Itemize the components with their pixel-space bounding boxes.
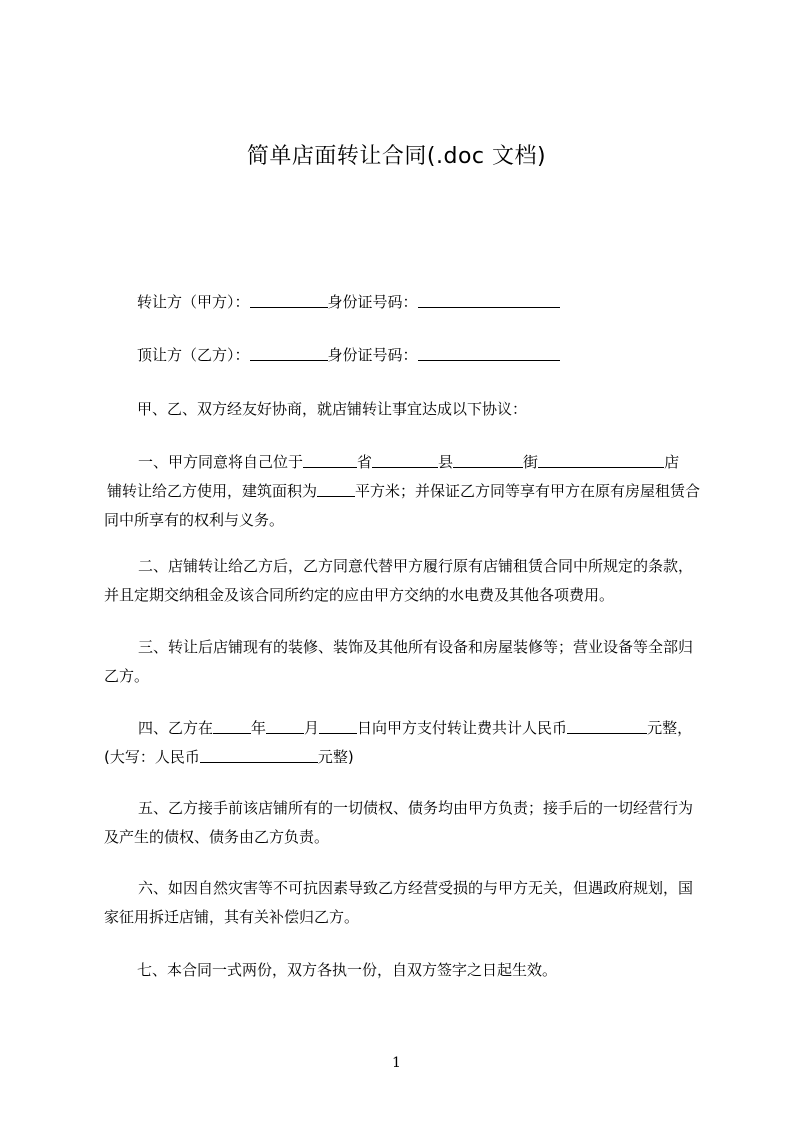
clause-1-text-e: 店 — [664, 453, 680, 471]
party-b-line — [137, 345, 560, 365]
clause-4-text-d: 日向甲方支付转让费共计人民币 — [357, 719, 568, 737]
clause-2: 二、店铺转让给乙方后，乙方同意代替甲方履行原有店铺租赁合同中所规定的条款，并且定期交纳租金及该合同所约定的应由甲方交纳的水电费及其他各项费用。 — [104, 557, 694, 604]
clause-4 — [104, 714, 704, 772]
street-blank — [453, 452, 523, 468]
party-b-label: 顶让方（乙方）： — [137, 346, 250, 364]
clause-1-text-f: 铺转让给乙方使用，建筑面积为 — [107, 482, 318, 500]
county-blank — [372, 452, 438, 468]
clause-6: 六、如因自然灾害等不可抗因素导致乙方经营受损的与甲方无关，但遇政府规划，国家征用拆迁店铺，其有关补偿归乙方。 — [104, 879, 694, 926]
day-blank — [319, 718, 357, 734]
shop-blank — [538, 452, 664, 468]
party-b-id-blank — [418, 345, 560, 361]
clause-4-text-b: 年 — [251, 719, 267, 737]
clause-5: 五、乙方接手前该店铺所有的一切债权、债务均由甲方负责；接手后的一切经营行为及产生的债权、债务由乙方负责。 — [104, 799, 694, 846]
clause-1 — [104, 448, 704, 535]
clause-1-text-c: 县 — [438, 453, 454, 471]
year-blank — [213, 718, 251, 734]
clause-4-text-f: 元整) — [317, 748, 354, 766]
intro-text: 甲、乙、双方经友好协商，就店铺转让事宜达成以下协议： — [137, 400, 528, 418]
clause-1-text-a: 一、甲方同意将自己位于 — [138, 453, 304, 471]
party-b-name-blank — [250, 345, 328, 361]
clause-4-text-a: 四、乙方在 — [138, 719, 214, 737]
party-a-id-blank — [418, 292, 560, 308]
clause-4-text-c: 月 — [304, 719, 320, 737]
document-title: 简单店面转让合同(.doc 文档) — [246, 144, 547, 169]
clause-1-text-g: 平方米；并保证乙方同等享有甲方在原有房屋租赁合同中所享有的权利与义务。 — [104, 482, 701, 529]
party-b-id-label: 身份证号码： — [327, 346, 418, 364]
page-number: 1 — [392, 1055, 401, 1071]
clause-7: 七、本合同一式两份，双方各执一份，自双方签字之日起生效。 — [137, 961, 558, 979]
area-blank — [317, 481, 355, 497]
clause-3: 三、转让后店铺现有的装修、装饰及其他所有设备和房屋装修等；营业设备等全部归乙方。 — [104, 638, 694, 685]
party-a-line — [137, 292, 560, 312]
province-blank — [303, 452, 357, 468]
party-a-label: 转让方（甲方）： — [137, 293, 250, 311]
clause-1-text-b: 省 — [357, 453, 373, 471]
amount-words-blank — [200, 747, 318, 763]
party-a-id-label: 身份证号码： — [327, 293, 418, 311]
party-a-name-blank — [250, 292, 328, 308]
clause-4-text-e: 元整，(大写：人民币 — [104, 719, 693, 766]
clause-1-text-d: 街 — [523, 453, 539, 471]
month-blank — [266, 718, 304, 734]
amount-blank — [567, 718, 647, 734]
